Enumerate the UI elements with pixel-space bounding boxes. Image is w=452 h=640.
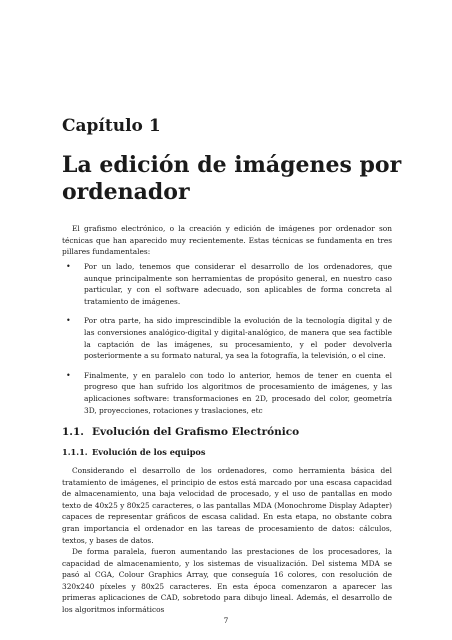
chapter-label: Capítulo 1 (62, 116, 161, 136)
section-number: 1.1. (62, 426, 84, 438)
section-heading (62, 426, 299, 438)
body-paragraph: De forma paralela, fueron aumentando las prestaciones de los procesadores, la capacidad de almacenamiento, y los sistemas de visualización. Del sistema MDA se pasó al CGA, Colour Graphics Array, que conseguía 16 colores, con resolución de 320x240 píxeles y 80x25 caracteres. En esta época comenzaron a aparecer las primeras aplicaciones de CAD, sobretodo para dibujo lineal. Además, el desarrollo de los algoritmos informáticos (62, 547, 392, 614)
section-title: Evolución del Grafismo Electrónico (92, 426, 300, 438)
bullet-icon: • (66, 262, 71, 271)
subsection-heading (62, 447, 206, 457)
bullet-icon: • (66, 316, 71, 326)
subsection-title: Evolución de los equipos (92, 447, 206, 457)
list-item (62, 261, 392, 307)
list-item (62, 315, 392, 361)
list-item (62, 370, 392, 416)
bullet-list (62, 261, 392, 424)
chapter-title: La edición de imágenes por ordenador (62, 152, 402, 205)
subsection-number: 1.1.1. (62, 447, 88, 457)
bullet-text: Finalmente, y en paralelo con todo lo anterior, hemos de tener en cuenta el progreso que han sufrido los algoritmos de procesamiento de imágenes, y las aplicaciones software: transformaciones en 2D, procesado del color, geometría 3D, proyecciones, rotaciones y traslaciones, etc (84, 370, 392, 415)
bullet-icon: • (66, 370, 71, 380)
intro-paragraph: El grafismo electrónico, o la creación y edición de imágenes por ordenador son técnicas que han aparecido muy recientemente. Estas técnicas se fundamenta en tres pillares fundamentales: (62, 224, 392, 257)
body-paragraph: Considerando el desarrollo de los ordenadores, como herramienta básica del tratamiento de imágenes, el principio de estos está marcado por una escasa capacidad de almacenamiento, una baja velocidad de procesado, y el uso de pantallas en modo texto de 40x25 y 80x25 caracteres, o las pantallas MDA (Monochrome Display Adapter) capaces de representar gráficos de escasa calidad. En esta etapa, no obstante cobra gran importancia el ordenador en las tareas de procesamiento de datos: cálculos, textos, y bases de datos. (62, 466, 392, 545)
page-number: 7 (223, 616, 229, 625)
bullet-text: Por otra parte, ha sido imprescindible la evolución de la tecnología digital y de las conversiones analógico-digital y digital-analógico, de manera que sea factible la captación de las imágenes, su procesamiento, y el poder devolverla posteriormente a su formato natural, ya sea la fotografía, la televisión, o el cine. (84, 316, 392, 361)
bullet-text: Por un lado, tenemos que considerar el desarrollo de los ordenadores, que aunque principalmente son herramientas de propósito general, en nuestro caso particular, y con el software adecuado, son aplicables de forma concreta al tratamiento de imágenes. (84, 262, 392, 306)
